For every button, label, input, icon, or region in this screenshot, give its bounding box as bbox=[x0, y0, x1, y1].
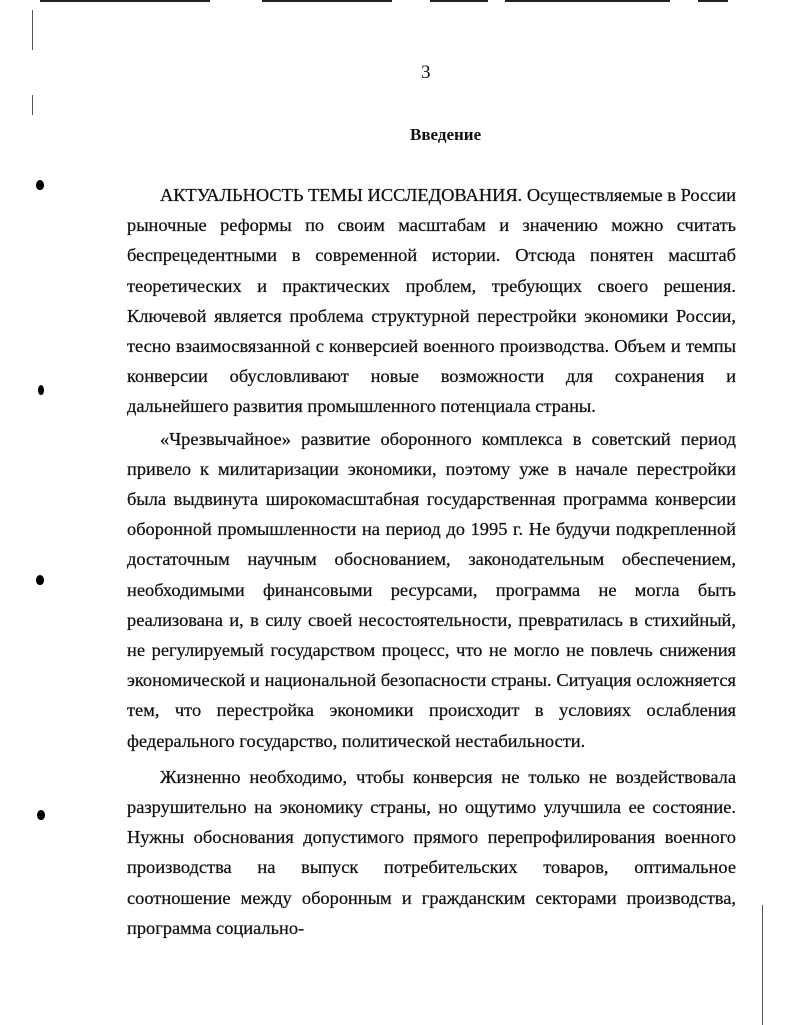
page-number: 3 bbox=[421, 62, 431, 83]
top-scan-rule bbox=[40, 0, 210, 2]
top-scan-rule bbox=[505, 0, 670, 2]
paragraph: «Чрезвычайное» развитие оборонного комплекса в советский период привело к милитаризации экономики, поэтому уже в начале перестройки была выдвинута широкомасштабная государственная программа конверсии оборонной промышленности на период до 1995 г. Не будучи подкрепленной достаточным научным обоснованием, законодательным обеспечением, необходимыми финансовыми ресурсами, программа не могла быть реализована и, в силу своей несостоятельности, превратилась в стихийный, не регулируемый государством процесс, что не могло не повлечь снижения экономической и национальной безопасности страны. Ситуация осложняется тем, что перестройка экономики происходит в условиях ослабления федерального государство, политической нестабильности. bbox=[127, 428, 736, 751]
punch-hole-mark bbox=[37, 810, 45, 820]
paragraph: Жизненно необходимо, чтобы конверсия не только не воздействовала разрушительно на экономику страны, но ощутимо улучшила ее состояние. Нужны обоснования допустимого прямого перепрофилирования военного производства на выпуск потребительских товаров, оптимальное соотношение между оборонным и гражданским секторами производства, программа социально- bbox=[127, 766, 736, 938]
left-margin-line bbox=[32, 95, 33, 115]
left-margin-line bbox=[32, 10, 33, 50]
top-scan-rule bbox=[698, 0, 728, 2]
section-heading: Введение bbox=[410, 125, 482, 144]
punch-hole-mark bbox=[38, 385, 44, 395]
body-text bbox=[127, 180, 736, 943]
top-scan-rule bbox=[262, 0, 392, 2]
punch-hole-mark bbox=[36, 575, 44, 585]
paragraph: АКТУАЛЬНОСТЬ ТЕМЫ ИССЛЕДОВАНИЯ. Осуществляемые в России рыночные реформы по своим масштабам и значению можно считать беспрецедентными в современной истории. Отсюда понятен масштаб теоретических и практических проблем, требующих своего решения. Ключевой является проблема структурной перестройки экономики России, тесно взаимосвязанной с конверсией военного производства. Объем и темпы конверсии обусловливают новые возможности для сохранения и дальнейшего развития промышленного потенциала страны. bbox=[127, 185, 736, 417]
right-margin-line bbox=[762, 905, 763, 1025]
top-scan-rule bbox=[430, 0, 488, 2]
punch-hole-mark bbox=[36, 180, 44, 190]
